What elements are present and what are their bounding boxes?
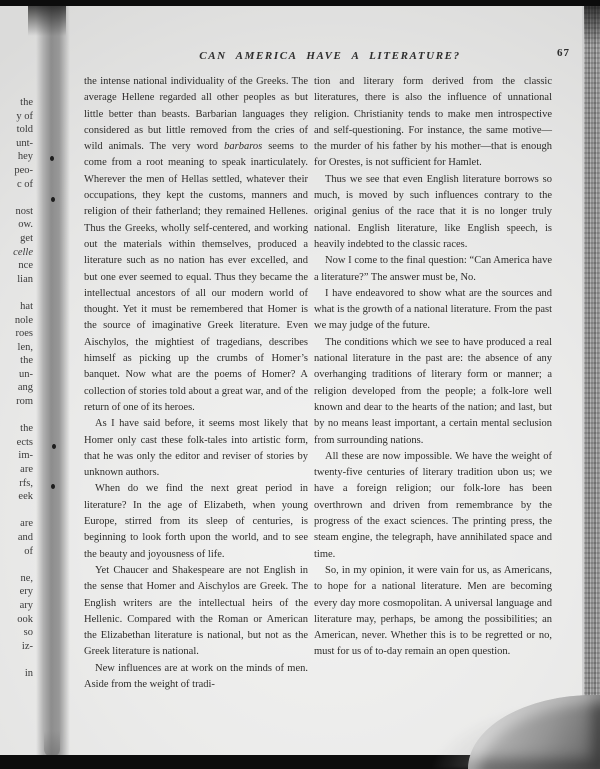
text-run: I have endeavored to show what are the sources and what is the growth of a national literature. From the past we may judge of the future. — [314, 287, 552, 332]
fragment-line: eek — [18, 491, 33, 503]
page-edge-texture — [582, 0, 600, 769]
text-run: Now I come to the final question: “Can America have a literature?” The answer must be, No. — [314, 255, 552, 283]
paragraph — [314, 335, 552, 449]
text-column-left — [84, 74, 308, 693]
fragment-line: unt- — [16, 137, 33, 149]
fragment-line — [0, 191, 33, 205]
page-number: 67 — [557, 47, 570, 59]
text-run: Thus we see that even English literature borrows so much, is moved by such influences contrary to the original genius of the race that it is no longer truly national. English literature, like English speech, is heavily indebted to the classic races. — [314, 173, 552, 250]
fragment-line: rom — [16, 396, 33, 408]
paragraph — [84, 416, 308, 481]
paragraph — [314, 172, 552, 253]
fragment-line: y of — [16, 110, 33, 122]
previous-page-text-fragments — [0, 96, 35, 681]
ink-speck — [51, 197, 55, 202]
fragment-line: the — [20, 97, 33, 108]
paragraph — [84, 661, 308, 694]
fragment-line: nole — [14, 314, 33, 326]
book-gutter-shadow — [36, 6, 70, 757]
fragment-line — [0, 286, 33, 300]
fragment-line: un- — [19, 368, 33, 380]
fragment-line: lian — [17, 273, 33, 285]
text-run: All these are now impossible. We have the weight of twenty-five centuries of literary tradition ubon us; we have a foreign religion; our folk-lore has been overthrown and driven from remembrance by the progress of the exact sciences. The printing press, the steam engine, the telegraph, have annihilated space and time. — [314, 450, 552, 560]
fragment-line: iz- — [21, 640, 33, 652]
fragment-line: and — [17, 532, 33, 543]
fragment-line: of — [24, 545, 33, 557]
page-paper — [0, 6, 600, 755]
paragraph — [84, 563, 308, 661]
fragment-line: rfs, — [19, 477, 33, 489]
text-run: barbaros — [224, 141, 263, 153]
paragraph — [314, 253, 552, 286]
text-run: the intense national individuality of the Greeks. The average Hellene regarded all other peoples as but little better than beasts. Barbarian languages they considered as but little removed from the cries of wild animals. The very word — [84, 76, 308, 153]
fragment-line: ang — [17, 382, 33, 394]
fragment-line: the — [20, 355, 33, 367]
page-content — [76, 12, 584, 761]
fragment-line: ery — [19, 586, 33, 598]
text-run: Yet Chaucer and Shakespeare are not English in the sense that Homer and Aischylos are Greek. The English writers are the intellectual heirs of the Hellenic. Compared with the Roman or American the Elizabethan literature is national, but not as the Greek literature is national. — [84, 564, 308, 658]
fragment-line — [0, 409, 33, 423]
fragment-line: hat — [20, 300, 33, 312]
paragraph — [84, 481, 308, 562]
fragment-line: get — [20, 232, 33, 244]
text-run: When do we find the next great period in literature? In the age of Elizabeth, when young Europe, stirred from its sleep of centuries, is beginning to look forth upon the world, and to see the beauty and joyousness of life. — [84, 483, 308, 560]
fragment-line: ary — [19, 599, 33, 611]
paragraph — [84, 74, 308, 416]
fragment-line: ook — [17, 613, 33, 625]
fragment-line: im- — [18, 450, 33, 462]
fragment-line: ects — [16, 436, 33, 448]
fragment-line: so — [23, 627, 33, 639]
fragment-line: are — [20, 464, 33, 476]
scan-top-bar — [0, 0, 600, 6]
text-run: So, in my opinion, it were vain for us, as Americans, to hope for a national literature. Men are becoming every day more cosmopolitan. A universal language and literature may, perhaps, be among the possibilities; an American, never. Whether this is to be regretted or no, must for us of to-day remain an open question. — [314, 564, 552, 658]
text-run: As I have said before, it seems most likely that Homer only cast these folk-tales into artistic form, that he was only the editor and reviser of stories by unknown authors. — [84, 418, 308, 479]
fragment-line: peo- — [14, 164, 33, 176]
ink-speck — [50, 156, 54, 161]
fragment-line: roes — [15, 328, 33, 340]
paragraph — [314, 563, 552, 661]
fragment-line: len, — [17, 341, 33, 353]
text-run: tion and literary form derived from the classic literatures, there is also the influence of unnational religion. Christianity tends to make men introspective and self-questioning. For instance, the same motive—the murder of his father by his mother—that is enough for Orestes, is not sufficient for Hamlet. — [314, 76, 552, 169]
paragraph — [314, 286, 552, 335]
fragment-line: c of — [16, 178, 33, 190]
text-run: seems to come from a root meaning to speak inarticulately. Wherever the men of Hellas settled, whatever their occupations, they kept the customs, manners and religion of their fatherland; they remained Hellenes. Thus the Greeks, wholly self-centered, and working out the materials within themselves, produced a literature such as no nation has ever excelled, and but one ever seemed to equal. Thus they became the intellectual ancestors of all our modern world of thought. Yet it must be remembered that Homer is the source of imaginative Greek literature. Even Aischylos, the mightiest of tragedians, describes himself as picking up the crumbs of Homer’s banquet. Now what are the poems of Homer? A collection of stories told about a great war, and of the return of one of its heroes. — [84, 141, 308, 413]
fragment-line: hey — [17, 151, 33, 163]
text-run: New influences are at work on the minds of men. Aside from the weight of tradi- — [84, 662, 308, 690]
fragment-line: ne, — [20, 572, 33, 584]
paragraph — [314, 449, 552, 563]
fragment-line: in — [24, 667, 33, 679]
fragment-line: told — [16, 124, 33, 136]
fragment-line — [0, 504, 33, 518]
fragment-line: are — [20, 518, 33, 530]
text-column-right — [314, 74, 552, 693]
fragment-line: ow. — [18, 219, 33, 231]
text-run: The conditions which we see to have produced a real national literature in the past are: the absence of any overhanging traditions of literary form or manner; a religion developed from the people; a folk-lore well known and dear to the hearts of the nation; and last, but by no means least important, a certain mental seclusion from surrounding nations. — [314, 336, 552, 446]
paragraph — [314, 74, 552, 172]
fragment-line: nce — [18, 260, 33, 272]
running-header — [76, 46, 584, 62]
fragment-line: the — [20, 423, 33, 435]
fragment-line — [0, 653, 33, 667]
fragment-line: celle — [13, 246, 33, 258]
running-header-title: CAN AMERICA HAVE A LITERATURE? — [199, 50, 461, 62]
ink-speck — [51, 484, 55, 489]
ink-speck — [52, 444, 56, 449]
fragment-line — [0, 558, 33, 572]
text-columns — [76, 74, 584, 693]
fragment-line: nost — [15, 205, 33, 217]
